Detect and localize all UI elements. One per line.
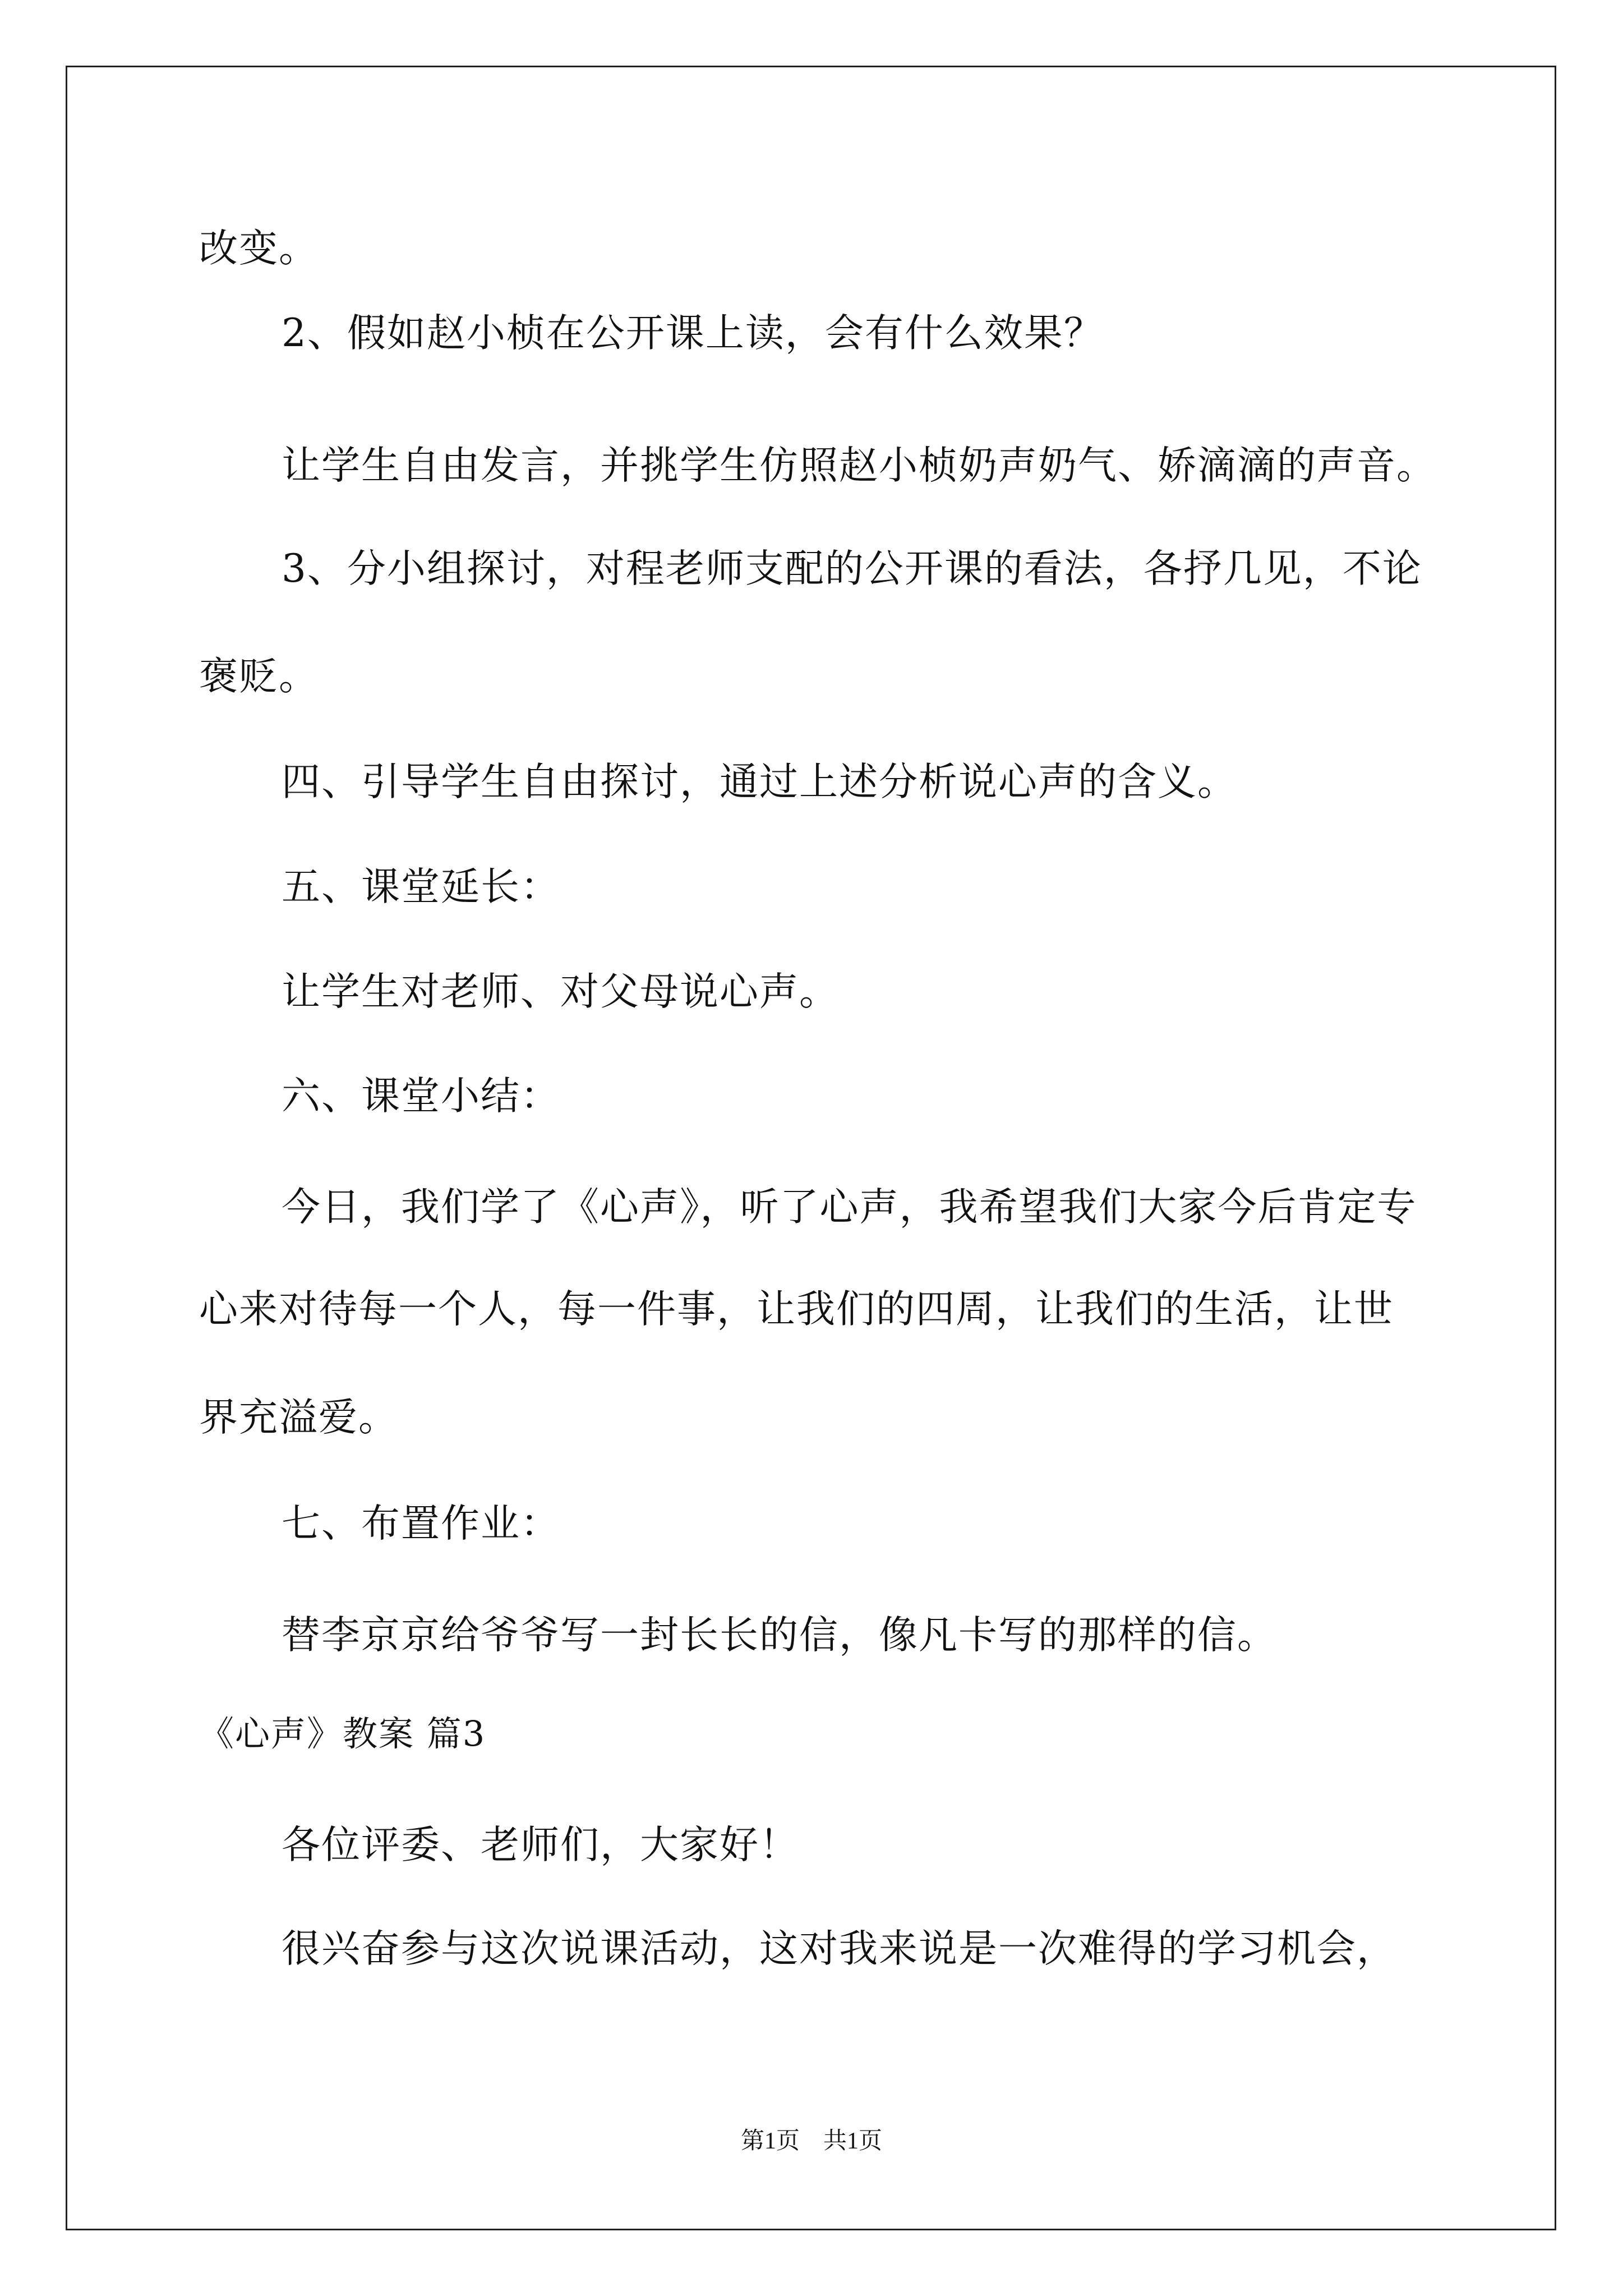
paragraph-line: 各位评委、老师们，大家好！ [282,1823,799,1867]
paragraph-line: 褒贬。 [199,654,319,699]
paragraph-line: 界充溢爱。 [199,1395,398,1440]
page-border [66,66,1556,2230]
paragraph-line: 改变。 [199,226,319,271]
paragraph-line: 心来对待每一个人，每一件事，让我们的四周，让我们的生活，让世 [199,1287,1394,1332]
paragraph-line: 替李京京给爷爷写一封长长的信，像凡卡写的那样的信。 [282,1613,1277,1658]
paragraph-line: 很兴奋参与这次说课活动，这对我来说是一次难得的学习机会， [282,1926,1396,1971]
paragraph-line: 六、课堂小结： [282,1074,560,1119]
paragraph-line: 3、分小组探讨，对程老师支配的公开课的看法，各抒几见，不论 [282,546,1422,591]
paragraph-line: 四、引导学生自由探讨，通过上述分析说心声的含义。 [282,760,1237,804]
paragraph-line: 2、假如赵小桢在公开课上读，会有什么效果？ [282,311,1104,356]
paragraph-line: 让学生自由发言，并挑学生仿照赵小桢奶声奶气、娇滴滴的声音。 [282,443,1436,488]
section-heading: 《心声》教案 篇3 [199,1713,486,1754]
paragraph-line: 七、布置作业： [282,1501,560,1546]
page-footer: 第1页 共1页 [740,2128,882,2154]
paragraph-line: 让学生对老师、对父母说心声。 [282,969,839,1014]
paragraph-line: 五、课堂延长： [282,864,560,909]
paragraph-line: 今日，我们学了《心声》，听了心声，我希望我们大家今后肯定专 [282,1185,1417,1230]
